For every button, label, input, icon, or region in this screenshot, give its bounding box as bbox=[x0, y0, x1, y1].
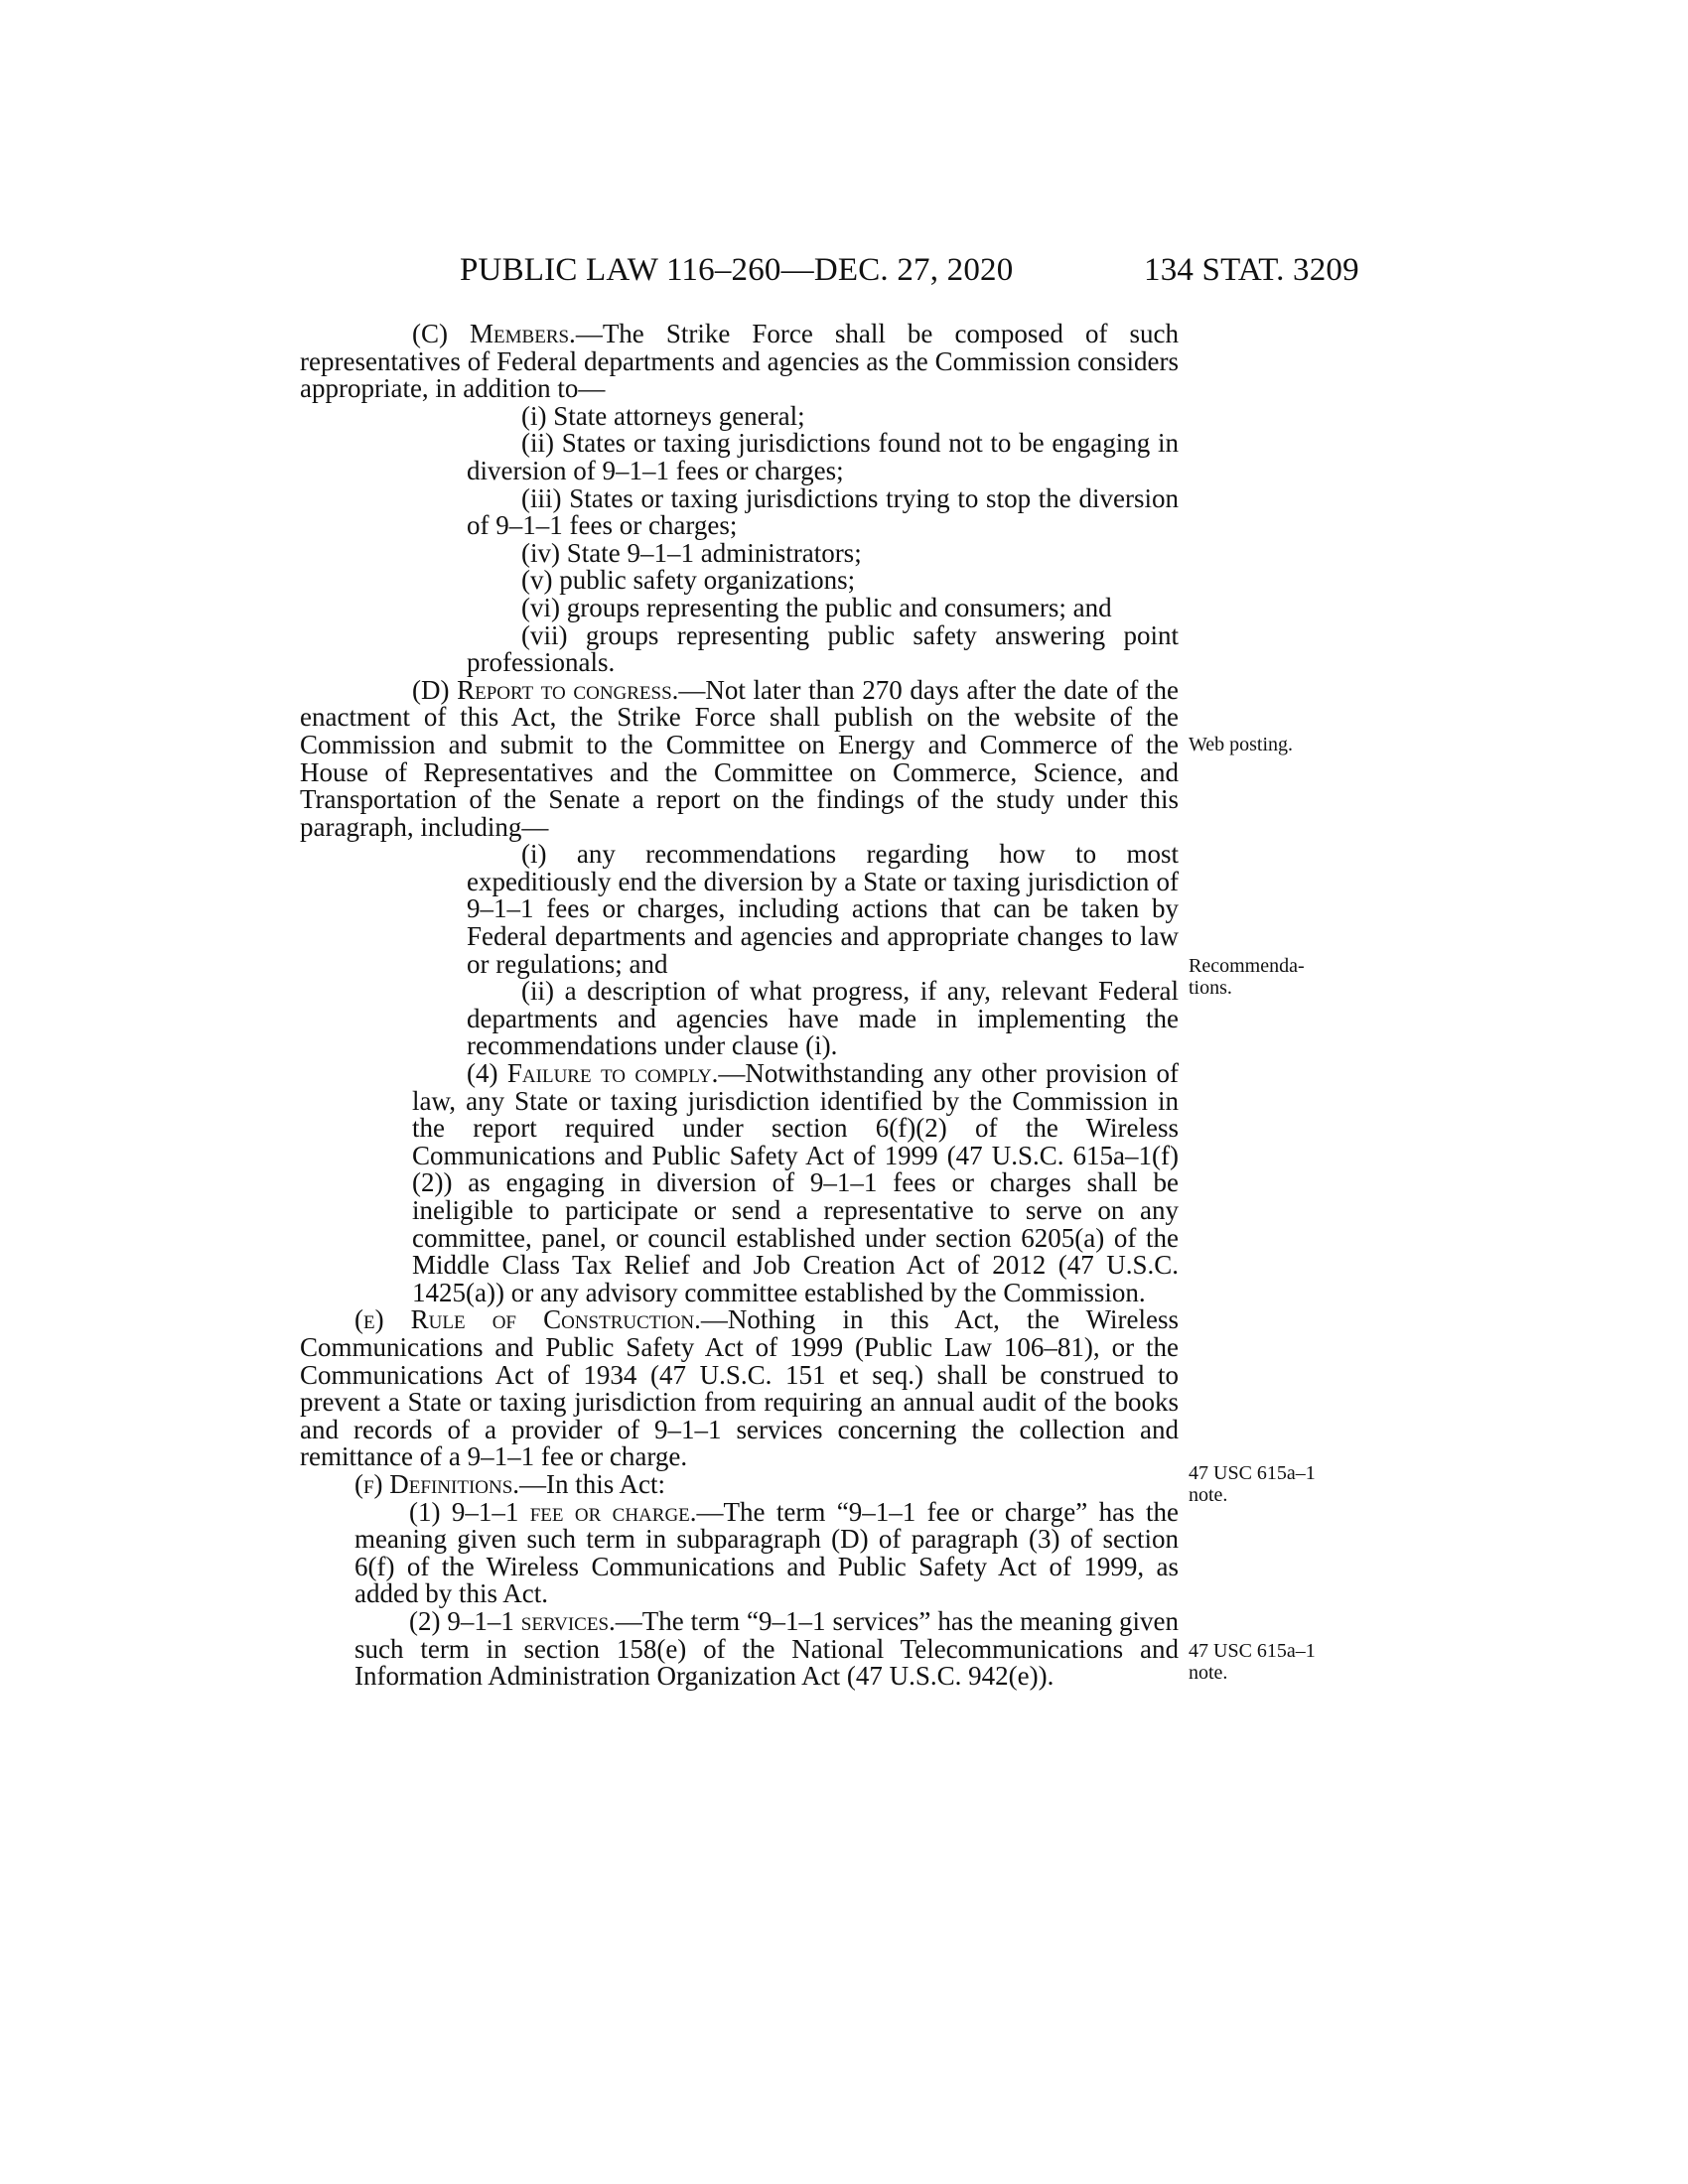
subparagraph-heading: (D) Report to congress. bbox=[412, 674, 679, 705]
clause-item: (v) public safety organizations; bbox=[521, 565, 856, 596]
definition-2 bbox=[300, 1605, 1179, 1692]
clause-item: (ii) States or taxing jurisdictions found not to be engaging in diversion of 9–1–1 fees or charges; bbox=[467, 428, 1179, 485]
definition-text: —The term “9–1–1 services” has the meaning given such term in section 158(e) of the National Telecommunications and Information Administration Organization Act (47 U.S.C. 942(e)). bbox=[354, 1605, 1179, 1692]
clause-item: (ii) a description of what progress, if any, relevant Federal departments and agencies have made in implementing the recommendations under clause (i). bbox=[467, 976, 1179, 1061]
definition-heading: (1) 9–1–1 fee or charge. bbox=[409, 1496, 697, 1527]
margin-note-recommendations: Recommenda- tions. bbox=[1189, 955, 1305, 999]
subsection-heading: (e) Rule of Construction. bbox=[354, 1304, 701, 1335]
subsection-heading: (f) Definitions. bbox=[354, 1468, 520, 1499]
definition-1 bbox=[300, 1496, 1179, 1609]
subparagraph-text: —The Strike Force shall be composed of such representatives of Federal departments and agencies as the Commission considers appropriate, in addition to— bbox=[300, 319, 1179, 404]
running-header-page-number: 134 STAT. 3209 bbox=[1144, 252, 1359, 288]
paragraph-text: —Notwithstanding any other provision of law, any State or taxing jurisdiction identified by the Commission in the report required under section 6(f)(2) of the Wireless Communications and Public Safety Act of 1999 (47 U.S.C. 615a–1(f)(2)) as engaging in diversion of 9–1–1 fees or charges shall be ineligible to participate or send a representative to serve on any committee, panel, or council established under section 6205(a) of the Middle Class Tax Relief and Job Creation Act of 2012 (47 U.S.C. 1425(a)) or any advisory committee established by the Commission. bbox=[412, 1058, 1179, 1307]
subparagraph-d-report bbox=[300, 674, 1179, 842]
clause-item: (i) any recommendations regarding how to most expeditiously end the diversion by a State or taxing jurisdiction of 9–1–1 fees or charges, including actions that can be taken by Federal departments and agencies and appropriate changes to law or regulations; and bbox=[467, 839, 1179, 979]
clause-item: (i) State attorneys general; bbox=[521, 400, 805, 431]
statute-body bbox=[300, 321, 1179, 1691]
subsection-e-rule-of-construction bbox=[300, 1306, 1179, 1471]
subparagraph-heading: (C) Members. bbox=[412, 319, 576, 348]
clause-item: (vii) groups representing public safety answering point professionals. bbox=[467, 619, 1179, 678]
subsection-text: —Nothing in this Act, the Wireless Communications and Public Safety Act of 1999 (Public Law 106–81), or the Communications Act of 1934 (47 U.S.C. 151 et seq.) shall be construed to prevent a State or taxing jurisdiction from requiring an annual audit of the books and records of a provider of 9–1–1 services concerning the collection and remittance of a 9–1–1 fee or charge. bbox=[300, 1304, 1179, 1472]
paragraph-heading: (4) Failure to comply. bbox=[467, 1058, 719, 1089]
subsection-text: —In this Act: bbox=[519, 1468, 666, 1499]
subparagraph-text: —Not later than 270 days after the date of the enactment of this Act, the Strike Force shall publish on the website of the Commission and submit to the Committee on Energy and Commerce of the House of Representatives and the Committee on Commerce, Science, and Transportation of the Senate a report on the findings of the study under this paragraph, including— bbox=[300, 674, 1179, 842]
clause-item: (vi) groups representing the public and consumers; and bbox=[521, 592, 1112, 622]
margin-note-usc-citation: 47 USC 615a–1 note. bbox=[1189, 1462, 1316, 1506]
clause-item: (iv) State 9–1–1 administrators; bbox=[521, 537, 862, 568]
paragraph-4-failure-to-comply bbox=[300, 1060, 1179, 1306]
clause-item: (iii) States or taxing jurisdictions trying to stop the diversion of 9–1–1 fees or charges; bbox=[467, 482, 1179, 541]
subsection-f-definitions bbox=[300, 1468, 1179, 1499]
definition-heading: (2) 9–1–1 services. bbox=[409, 1605, 616, 1636]
running-header-title: PUBLIC LAW 116–260—DEC. 27, 2020 bbox=[460, 252, 1014, 288]
subparagraph-c-members bbox=[300, 321, 1179, 403]
definition-text: —The term “9–1–1 fee or charge” has the meaning given such term in subparagraph (D) of paragraph (3) of section 6(f) of the Wireless Communications and Public Safety Act of 1999, as added by this Act. bbox=[354, 1496, 1179, 1609]
margin-note-usc-citation: 47 USC 615a–1 note. bbox=[1189, 1640, 1316, 1684]
margin-note-web-posting: Web posting. bbox=[1189, 734, 1294, 755]
